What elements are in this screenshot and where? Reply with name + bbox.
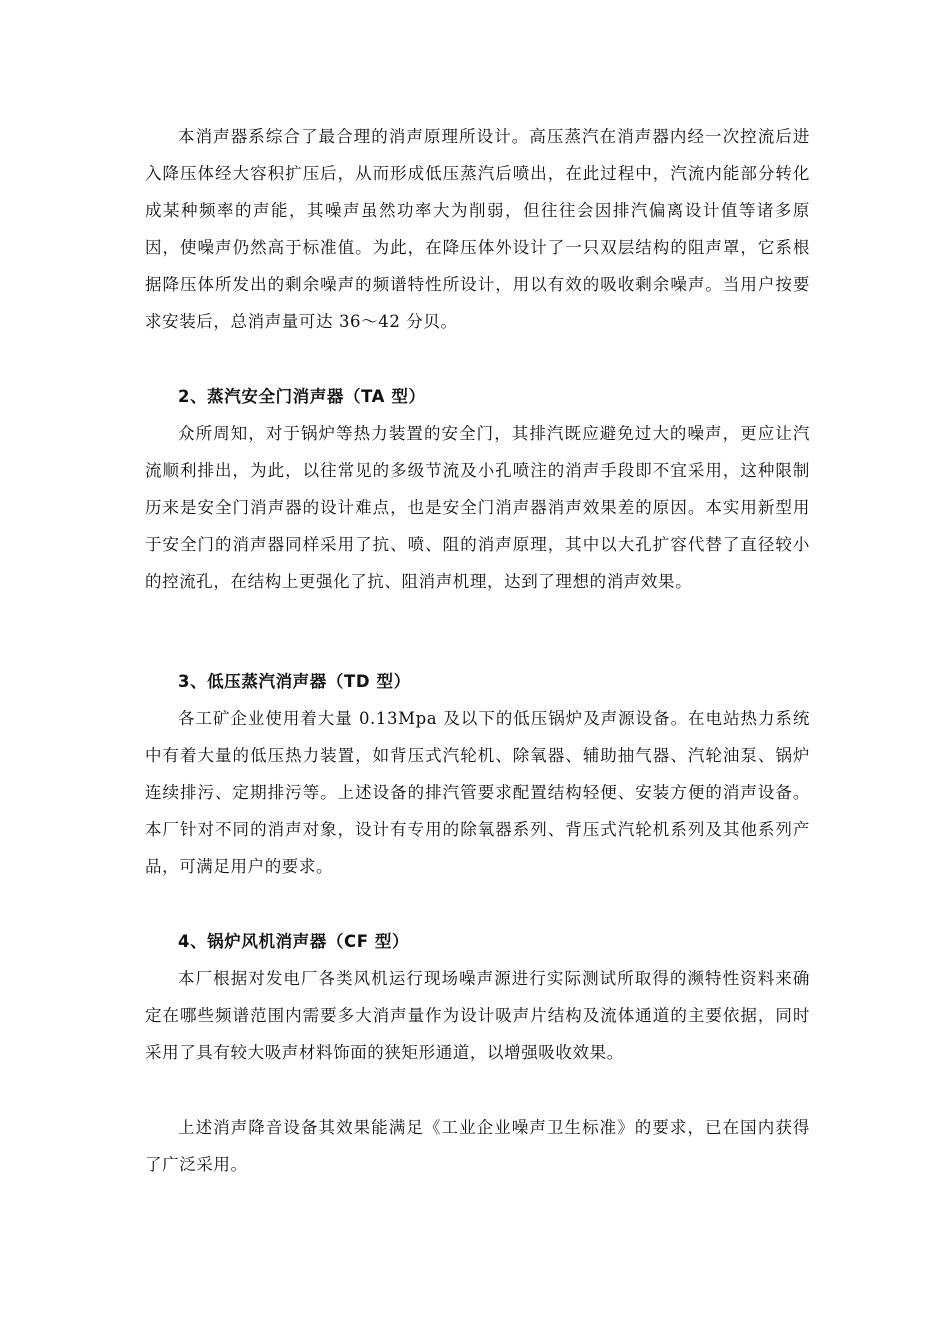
document-body <box>145 118 810 1183</box>
section-spacer <box>145 340 810 378</box>
section-heading-cf: 4、锅炉风机消声器（CF 型） <box>178 932 410 951</box>
section-spacer <box>145 1071 810 1109</box>
section-heading-td: 3、低压蒸汽消声器（TD 型） <box>178 672 411 691</box>
section-spacer <box>145 600 810 663</box>
section-spacer <box>145 885 810 923</box>
section-body-td: 各工矿企业使用着大量 0.13Mpa 及以下的低压锅炉及声源设备。在电站热力系统中有着大量的低压热力装置，如背压式汽轮机、除氧器、辅助抽气器、汽轮油泵、锅炉连续排污、定期排污等。上述设备的排汽管要求配置结构轻便、安装方便的消声设备。本厂针对不同的消声对象，设计有专用的除氧器系列、背压式汽轮机系列及其他系列产品，可满足用户的要求。 <box>145 709 810 876</box>
section-heading-ta: 2、蒸汽安全门消声器（TA 型） <box>178 387 426 406</box>
section-body-cf: 本厂根据对发电厂各类风机运行现场噪声源进行实际测试所取得的濒特性资料来确定在哪些频谱范围内需要多大消声量作为设计吸声片结构及流体通道的主要依据，同时采用了具有较大吸声材料饰面的狭矩形通道，以增强吸收效果。 <box>145 969 810 1062</box>
intro-paragraph: 本消声器系综合了最合理的消声原理所设计。高压蒸汽在消声器内经一次控流后进入降压体经大容积扩压后，从而形成低压蒸汽后喷出，在此过程中，汽流内能部分转化成某种频率的声能，其噪声虽然功率大为削弱，但往往会因排汽偏离设计值等诸多原因，使噪声仍然高于标准值。为此，在降压体外设计了一只双层结构的阻声罩，它系根据降压体所发出的剩余噪声的频谱特性所设计，用以有效的吸收剩余噪声。当用户按要求安装后，总消声量可达 36～42 分贝。 <box>145 127 810 331</box>
section-body-ta: 众所周知，对于锅炉等热力装置的安全门，其排汽既应避免过大的噪声，更应让汽流顺利排出，为此，以往常见的多级节流及小孔喷注的消声手段即不宜采用，这种限制历来是安全门消声器的设计难点，也是安全门消声器消声效果差的原因。本实用新型用于安全门的消声器同样采用了抗、喷、阻的消声原理，其中以大孔扩容代替了直径较小的控流孔，在结构上更强化了抗、阻消声机理，达到了理想的消声效果。 <box>145 424 810 591</box>
closing-paragraph: 上述消声降音设备其效果能满足《工业企业噪声卫生标准》的要求，已在国内获得了广泛采用。 <box>145 1118 810 1174</box>
